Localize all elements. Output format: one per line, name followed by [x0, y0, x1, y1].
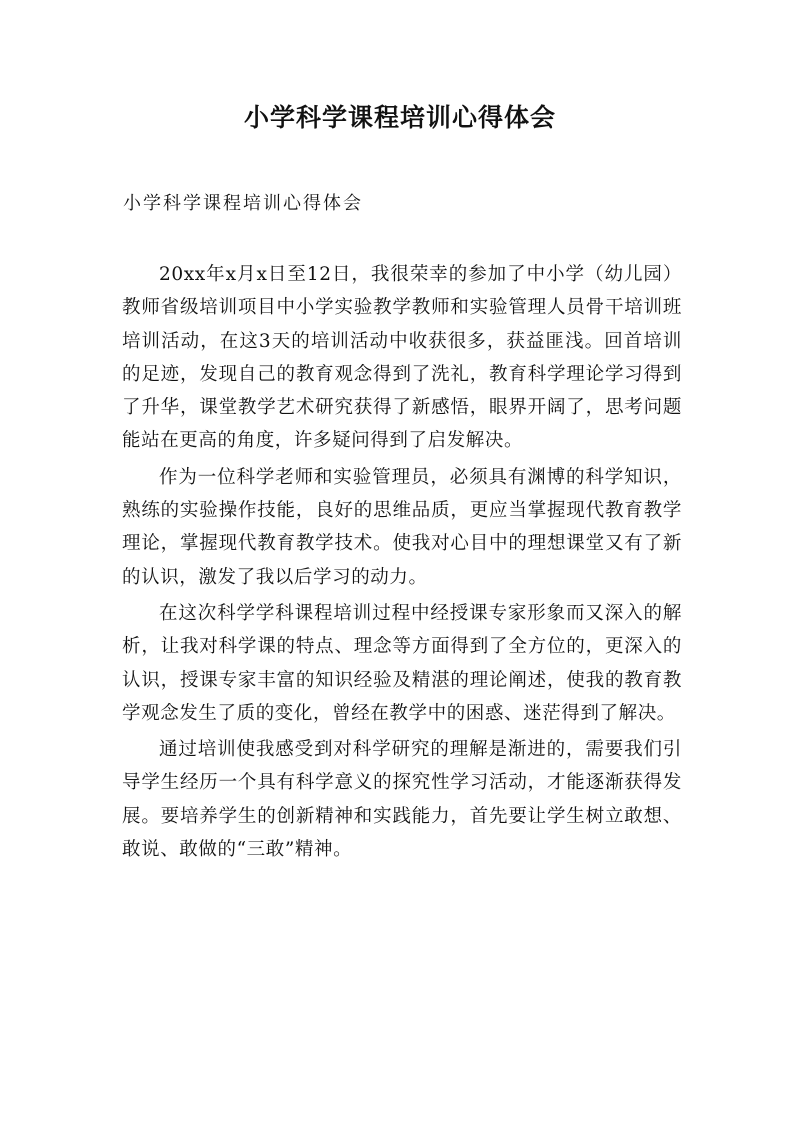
document-subtitle: 小学科学课程培训心得体会	[123, 193, 363, 214]
paragraph-3: 在这次科学学科课程培训过程中经授课专家形象而又深入的解析，让我对科学课的特点、理念等方面得到了全方位的，更深入的认识，授课专家丰富的知识经验及精湛的理论阐述，使我的教育教学观念发生了质的变化，曾经在教学中的困惑、迷茫得到了解决。	[122, 602, 682, 724]
paragraph-4: 通过培训使我感受到对科学研究的理解是渐进的，需要我们引导学生经历一个具有科学意义的探究性学习活动，才能逐渐获得发展。要培养学生的创新精神和实践能力，首先要让学生树立敢想、敢说、敢做的“三敢”精神。	[122, 739, 682, 861]
document-body	[122, 258, 682, 869]
paragraph-2: 作为一位科学老师和实验管理员，必须具有渊博的科学知识，熟练的实验操作技能，良好的思维品质，更应当掌握现代教育教学理论，掌握现代教育教学技术。使我对心目中的理想课堂又有了新的认识，激发了我以后学习的动力。	[122, 466, 682, 588]
paragraph-1: 20xx年x月x日至12日，我很荣幸的参加了中小学（幼儿园）教师省级培训项目中小学实验教学教师和实验管理人员骨干培训班培训活动，在这3天的培训活动中收获很多，获益匪浅。回首培训的足迹，发现自己的教育观念得到了洗礼，教育科学理论学习得到了升华，课堂教学艺术研究获得了新感悟，眼界开阔了，思考问题能站在更高的角度，许多疑问得到了启发解决。	[122, 264, 682, 452]
document-title: 小学科学课程培训心得体会	[243, 103, 556, 132]
